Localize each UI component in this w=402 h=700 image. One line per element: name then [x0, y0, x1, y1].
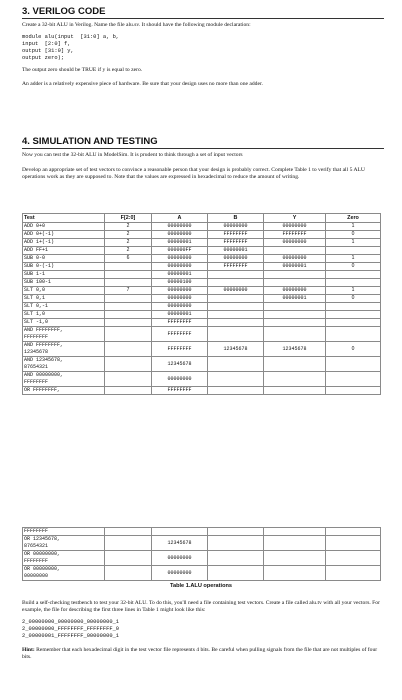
cell-a: 00000000 [152, 255, 208, 263]
cell-f [105, 551, 152, 566]
cell-a: 000000FF [152, 247, 208, 255]
cell-y [264, 551, 326, 566]
cell-a: 00000000 [152, 263, 208, 271]
cell-zero [326, 303, 381, 311]
cell-a [152, 528, 208, 536]
table-row [23, 239, 381, 247]
code-line: module alu(input [31:0] a, b, [22, 34, 120, 41]
cell-b: FFFFFFFF [208, 239, 264, 247]
cell-f [105, 327, 152, 342]
cell-y: 00000001 [264, 263, 326, 271]
cell-test: ADD 0+(-1) [23, 231, 105, 239]
cell-test: SUB 1-1 [23, 271, 105, 279]
cell-test-line: OR 00000000, [24, 551, 61, 557]
cell-f [105, 342, 152, 357]
cell-y [264, 279, 326, 287]
adder-note: An adder is a relatively expensive piece of hardware. Be sure that your design uses no more than one adder. [22, 80, 263, 87]
table-row [23, 551, 381, 566]
cell-test-line: AND FFFFFFFF, [24, 327, 64, 333]
section-3 [22, 6, 384, 17]
cell-y [264, 247, 326, 255]
code-line: output [31:0] y, [22, 47, 74, 54]
cell-f [105, 372, 152, 387]
cell-a: 00000001 [152, 311, 208, 319]
table-row [23, 223, 381, 231]
table-row [23, 566, 381, 581]
table-row [23, 287, 381, 295]
cell-a: FFFFFFFF [152, 342, 208, 357]
cell-y: 12345678 [264, 342, 326, 357]
cell-f: 6 [105, 255, 152, 263]
cell-test [23, 372, 105, 387]
cell-f [105, 566, 152, 581]
intro-paragraph: Now you can test the 32-bit ALU in ModelSim. It is prudent to think through a set of input vectors [22, 152, 243, 158]
cell-a: 00000001 [152, 271, 208, 279]
cell-b: 12345678 [208, 342, 264, 357]
cell-test [23, 342, 105, 357]
cell-y [264, 311, 326, 319]
table-row [23, 536, 381, 551]
testbench-paragraph: Build a self-checking testbench to test your 32-bit ALU. To do this, you'll need a file containing test vectors. Create a file called alu.tv with all your vectors. For example, the file for describing the first three lines in Table 1 might look like this: [22, 600, 380, 614]
table-row [23, 342, 381, 357]
cell-b [208, 551, 264, 566]
cell-f: 2 [105, 239, 152, 247]
cell-test: SUB 0-(-1) [23, 263, 105, 271]
heading-rule [22, 148, 384, 149]
cell-a: 12345678 [152, 536, 208, 551]
cell-zero: 0 [326, 342, 381, 357]
cell-zero: 0 [326, 263, 381, 271]
cell-f: 2 [105, 247, 152, 255]
cell-zero [326, 279, 381, 287]
cell-f [105, 357, 152, 372]
zero-note: The output zero should be TRUE if y is equal to zero. [22, 67, 143, 74]
table-body-continued [23, 528, 381, 581]
cell-a: 00000000 [152, 223, 208, 231]
table-row [23, 279, 381, 287]
cell-y: 00000000 [264, 287, 326, 295]
cell-test: SLT 0,1 [23, 295, 105, 303]
cell-zero [326, 372, 381, 387]
cell-b [208, 311, 264, 319]
cell-y: 00000000 [264, 223, 326, 231]
cell-a: 00000001 [152, 239, 208, 247]
table-row [23, 303, 381, 311]
cell-b [208, 271, 264, 279]
table-row [23, 387, 381, 395]
cell-b [208, 295, 264, 303]
cell-b [208, 279, 264, 287]
table-row [23, 372, 381, 387]
cell-a: 00000100 [152, 279, 208, 287]
cell-b [208, 536, 264, 551]
vector-line: 2_00000001_FFFFFFFF_00000000_1 [22, 633, 120, 639]
section-4-heading: 4. SIMULATION AND TESTING [22, 136, 158, 147]
cell-a: 00000000 [152, 231, 208, 239]
cell-f: 7 [105, 287, 152, 295]
cell-f [105, 311, 152, 319]
cell-b [208, 528, 264, 536]
cell-test: SLT -1,0 [23, 319, 105, 327]
cell-b [208, 327, 264, 342]
cell-test [23, 528, 105, 536]
cell-test: SLT 0,0 [23, 287, 105, 295]
table-row [23, 263, 381, 271]
cell-zero [326, 387, 381, 395]
cell-test [23, 551, 105, 566]
cell-test-line: OR 12345678, [24, 536, 61, 542]
develop-paragraph: Develop an appropriate set of test vectors to convince a reasonable person that your design is probably correct. Complete Table 1 to verify that all 5 ALU operations work as they are supposed to. Note that the values are expressed in hexadecimal to reduce the amount of writing. [22, 167, 365, 181]
hint-label: Hint: [22, 646, 35, 653]
code-line: input [2:0] f, [22, 41, 71, 47]
cell-b [208, 372, 264, 387]
cell-a: 00000000 [152, 295, 208, 303]
cell-f [105, 295, 152, 303]
cell-test: SUB 100-1 [23, 279, 105, 287]
cell-a: 00000000 [152, 566, 208, 581]
cell-y: FFFFFFFF [264, 231, 326, 239]
cell-zero [326, 357, 381, 372]
cell-a: 00000000 [152, 287, 208, 295]
cell-test: ADD 1+(-1) [23, 239, 105, 247]
cell-a: 00000000 [152, 372, 208, 387]
cell-zero: 1 [326, 287, 381, 295]
cell-y: 00000001 [264, 295, 326, 303]
cell-f [105, 279, 152, 287]
cell-test: ADD FF+1 [23, 247, 105, 255]
section-4 [22, 136, 384, 147]
table-row [23, 271, 381, 279]
table-row [23, 357, 381, 372]
cell-test: SLT 0,-1 [23, 303, 105, 311]
cell-test-line: FFFFFFFF [24, 558, 49, 564]
cell-test-line: OR 00000000, [24, 566, 61, 572]
cell-b: FFFFFFFF [208, 231, 264, 239]
hint-text: Remember that each hexadecimal digit in the test vector file represents 4 bits. Be careful when pulling signals from the file that are not multiples of four bits. [22, 646, 378, 660]
cell-test [23, 387, 105, 395]
cell-zero [326, 271, 381, 279]
table-row [23, 327, 381, 342]
table-row [23, 231, 381, 239]
cell-y: 00000000 [264, 239, 326, 247]
table-row [23, 255, 381, 263]
cell-zero [326, 536, 381, 551]
table-header-row [23, 214, 381, 223]
cell-y [264, 271, 326, 279]
cell-f [105, 319, 152, 327]
cell-test-line: 12345678 [24, 349, 49, 355]
cell-y [264, 536, 326, 551]
cell-a: 00000000 [152, 551, 208, 566]
cell-f: 2 [105, 231, 152, 239]
cell-test: ADD 0+0 [23, 223, 105, 231]
table-caption: Table 1.ALU operations [169, 583, 233, 589]
cell-test-line: 87654321 [24, 543, 49, 549]
cell-f [105, 387, 152, 395]
cell-y [264, 372, 326, 387]
cell-zero [326, 327, 381, 342]
table-row [23, 528, 381, 536]
hint-paragraph [22, 647, 384, 661]
heading-rule [22, 18, 384, 19]
cell-test-line: FFFFFFFF [24, 334, 49, 340]
cell-zero: 1 [326, 223, 381, 231]
table-body-multiline [23, 327, 381, 395]
cell-test-line: AND 00000000, [24, 372, 64, 378]
table-row [23, 295, 381, 303]
cell-zero: 0 [326, 231, 381, 239]
cell-test-line: FFFFFFFF [24, 379, 49, 385]
cell-test [23, 566, 105, 581]
cell-y [264, 357, 326, 372]
cell-b: 00000000 [208, 287, 264, 295]
cell-f [105, 303, 152, 311]
cell-y [264, 319, 326, 327]
cell-test-line: AND FFFFFFFF, [24, 342, 64, 348]
header-f: F[2:0] [105, 214, 152, 223]
cell-y [264, 303, 326, 311]
cell-y [264, 387, 326, 395]
cell-b: 00000001 [208, 247, 264, 255]
cell-b: FFFFFFFF [208, 263, 264, 271]
cell-b: 00000000 [208, 255, 264, 263]
cell-zero [326, 551, 381, 566]
cell-zero: 0 [326, 295, 381, 303]
cell-f [105, 536, 152, 551]
cell-b [208, 566, 264, 581]
alu-operations-table-continued [22, 527, 381, 581]
header-b: B [208, 214, 264, 223]
cell-a: 00000000 [152, 303, 208, 311]
cell-zero: 1 [326, 255, 381, 263]
cell-test: SUB 0-0 [23, 255, 105, 263]
cell-test-line: FFFFFFFF [24, 528, 49, 534]
cell-a: FFFFFFFF [152, 387, 208, 395]
cell-y [264, 327, 326, 342]
cell-test: SLT 1,0 [23, 311, 105, 319]
code-line: output zero); [22, 54, 65, 61]
header-y: Y [264, 214, 326, 223]
cell-a: FFFFFFFF [152, 327, 208, 342]
testbench-section [22, 600, 384, 661]
cell-b [208, 387, 264, 395]
vector-line: 2_00000000_00000000_00000000_1 [22, 619, 120, 626]
header-a: A [152, 214, 208, 223]
cell-f: 2 [105, 223, 152, 231]
cell-y: 00000000 [264, 255, 326, 263]
cell-test-line: 00000000 [24, 573, 49, 579]
cell-f [105, 271, 152, 279]
vector-line: 2_00000000_FFFFFFFF_FFFFFFFF_0 [22, 626, 120, 633]
cell-test [23, 327, 105, 342]
cell-test-line: 87654321 [24, 364, 49, 370]
cell-zero [326, 319, 381, 327]
cell-test-line: AND 12345678, [24, 357, 64, 363]
cell-zero [326, 566, 381, 581]
cell-b [208, 303, 264, 311]
cell-b: 00000000 [208, 223, 264, 231]
section-4-body [22, 152, 384, 182]
cell-f [105, 263, 152, 271]
cell-f [105, 528, 152, 536]
cell-y [264, 566, 326, 581]
cell-b [208, 357, 264, 372]
cell-test [23, 536, 105, 551]
cell-test [23, 357, 105, 372]
cell-a: 12345678 [152, 357, 208, 372]
cell-zero [326, 528, 381, 536]
cell-a: FFFFFFFF [152, 319, 208, 327]
alu-operations-table [22, 213, 381, 395]
table-body [23, 223, 381, 327]
cell-zero [326, 311, 381, 319]
header-test: Test [23, 214, 105, 223]
table-row [23, 319, 381, 327]
cell-b [208, 319, 264, 327]
intro-paragraph: Create a 32-bit ALU in Verilog. Name the file alu.sv. It should have the following module declaration: [22, 22, 251, 28]
header-zero: Zero [326, 214, 381, 223]
cell-y [264, 528, 326, 536]
section-3-heading: 3. VERILOG CODE [22, 6, 106, 17]
table-row [23, 247, 381, 255]
cell-zero [326, 247, 381, 255]
cell-test-line: OR FFFFFFFF, [24, 387, 61, 393]
cell-zero: 1 [326, 239, 381, 247]
table-row [23, 311, 381, 319]
section-3-body [22, 22, 384, 88]
